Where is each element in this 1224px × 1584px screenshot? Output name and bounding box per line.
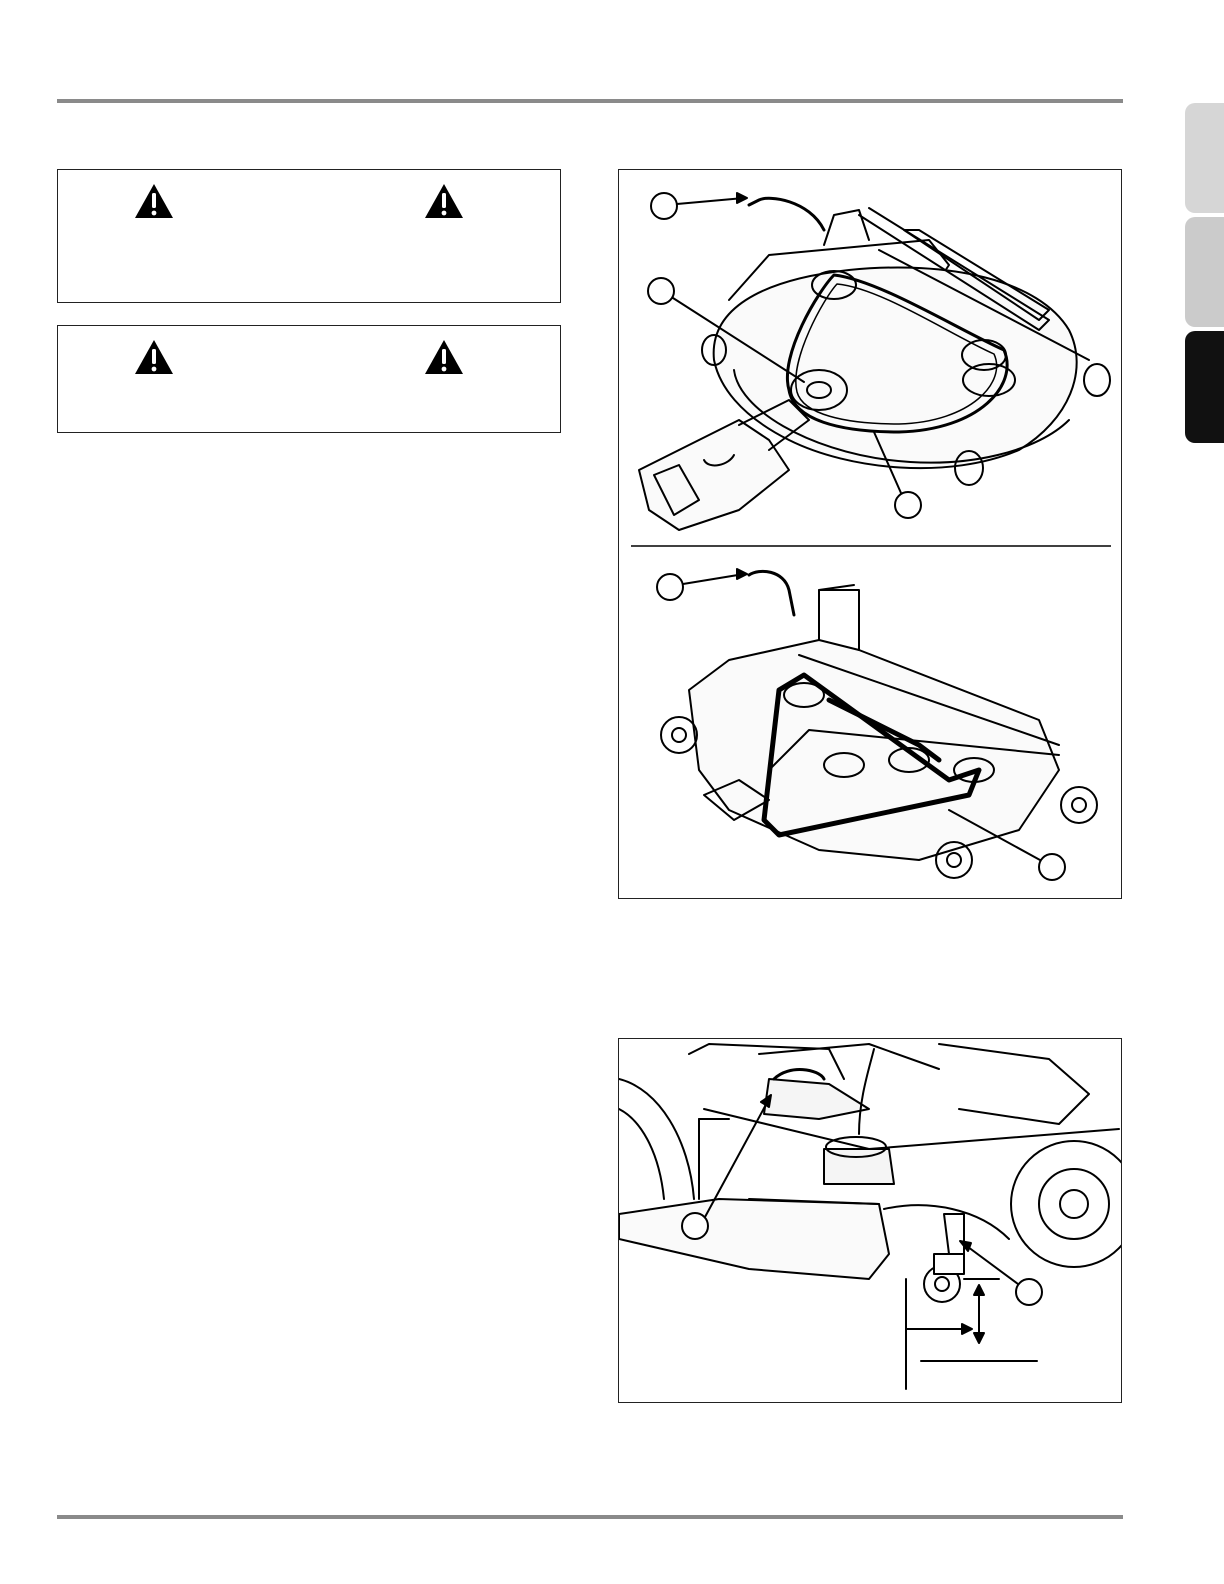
warning-triangle-icon <box>133 338 175 376</box>
side-tab-3-active[interactable] <box>1185 331 1224 443</box>
deck-gauge-wheel-adjustment-figure <box>618 1038 1122 1403</box>
warning-box-2 <box>57 325 561 433</box>
gauge-wheel-illustration <box>619 1039 1122 1403</box>
warning-triangle-icon <box>423 338 465 376</box>
mower-deck-belt-figure <box>618 169 1122 899</box>
header-rule <box>57 99 1123 103</box>
footer-rule <box>57 1515 1123 1519</box>
warning-box-1 <box>57 169 561 303</box>
mower-deck-illustration <box>619 170 1122 899</box>
warning-triangle-icon <box>423 182 465 220</box>
warning-triangle-icon <box>133 182 175 220</box>
side-tab-2[interactable] <box>1185 217 1224 327</box>
side-tab-1[interactable] <box>1185 103 1224 213</box>
